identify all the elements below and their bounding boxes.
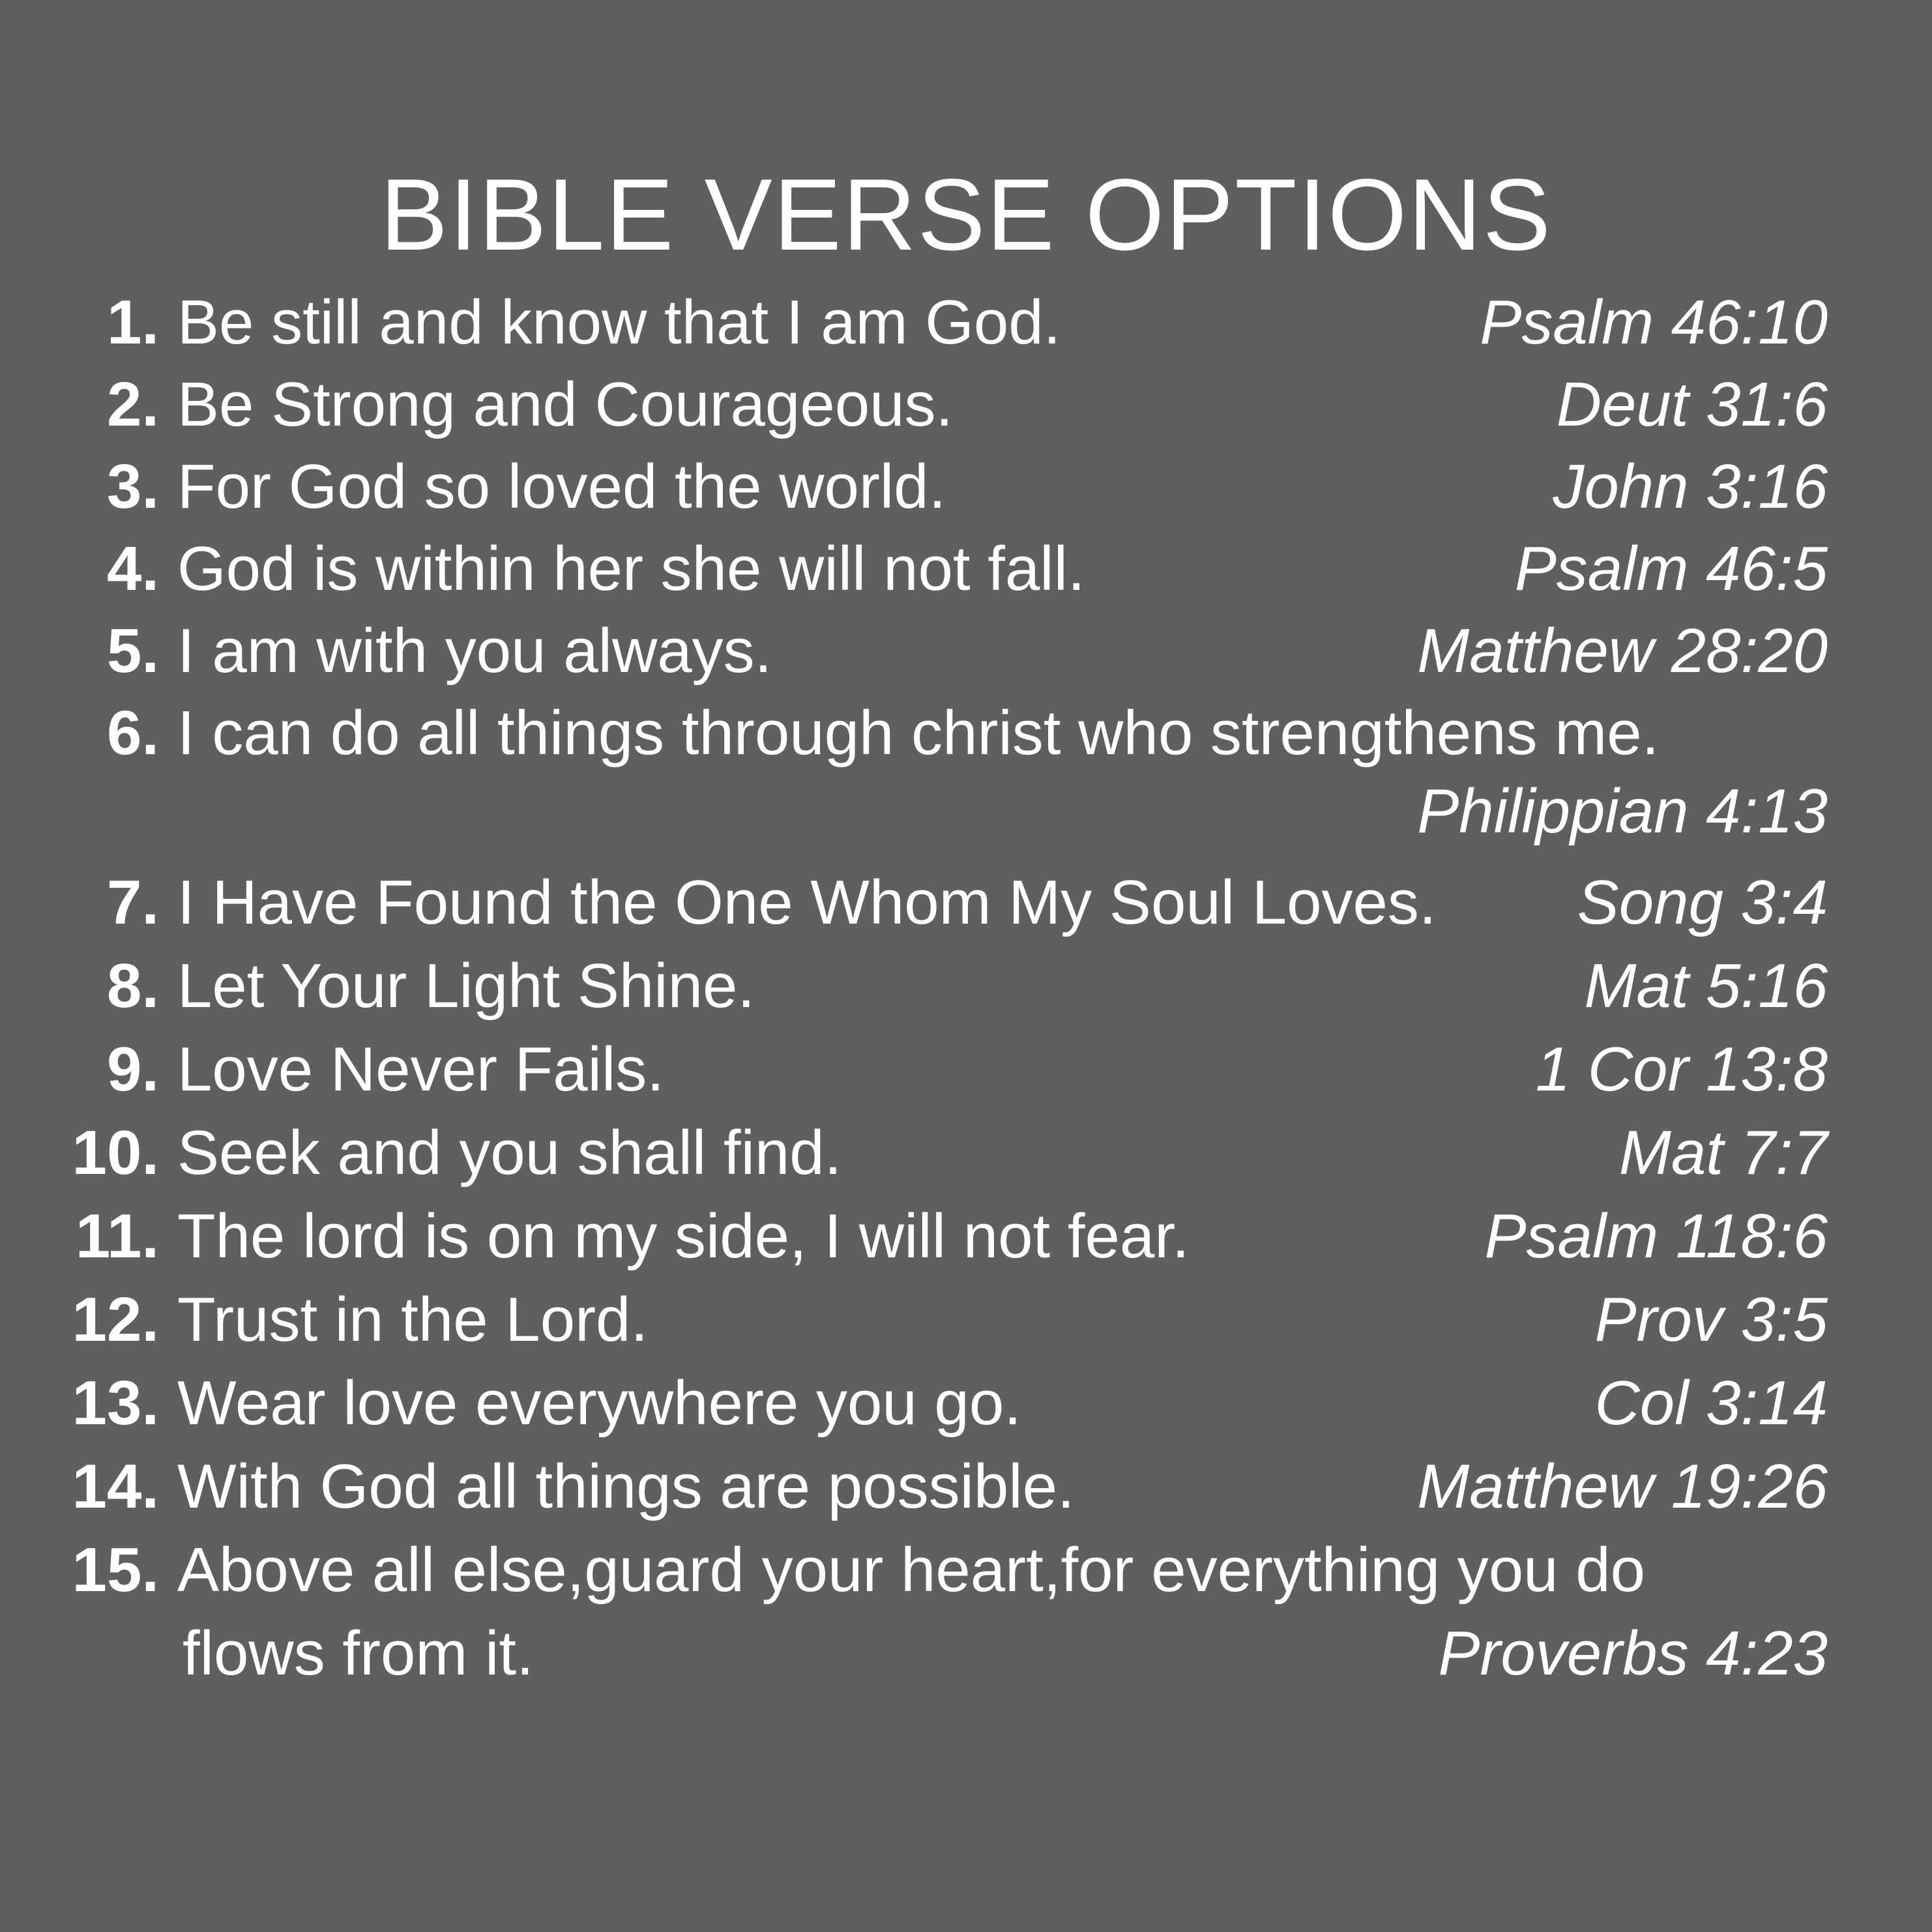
verse-reference: Mat 5:16 xyxy=(1584,951,1828,1021)
verse-text: For God so loved the world. xyxy=(177,452,946,521)
verse-reference: John 3:16 xyxy=(1553,452,1828,521)
verse-number: 3. xyxy=(106,452,159,521)
verse-reference: Philippian 4:13 xyxy=(1417,776,1828,846)
verse-reference: Song 3:4 xyxy=(1577,868,1828,937)
verse-reference: Matthew 19:26 xyxy=(1417,1452,1828,1521)
verse-number: 12. xyxy=(72,1285,159,1354)
verse-reference: Mat 7:7 xyxy=(1618,1118,1828,1188)
verse-text: I can do all things through christ who strengthens me. xyxy=(177,698,1660,768)
verse-number: 10. xyxy=(72,1118,159,1188)
verse-reference: Prov 3:5 xyxy=(1594,1285,1828,1354)
verse-reference: Col 3:14 xyxy=(1594,1368,1828,1438)
verse-text: Trust in the Lord. xyxy=(177,1285,649,1354)
verse-text: I Have Found the One Whom My Soul Loves. xyxy=(177,868,1437,937)
verse-text: With God all things are possible. xyxy=(177,1452,1075,1521)
verse-text: Above all else,guard your heart,for everything you do xyxy=(177,1535,1646,1605)
verse-number: 7. xyxy=(106,868,159,937)
verse-reference: Matthew 28:20 xyxy=(1417,616,1828,686)
verse-text: Let Your Light Shine. xyxy=(177,951,755,1021)
verse-number: 15. xyxy=(72,1535,159,1605)
verse-reference: Psalm 46:5 xyxy=(1514,534,1828,604)
verse-reference: Psalm 118:6 xyxy=(1484,1201,1828,1271)
verse-text: Wear love everywhere you go. xyxy=(177,1368,1021,1438)
verse-number: 1. xyxy=(106,287,159,357)
verse-number: 14. xyxy=(72,1452,159,1521)
verse-number: 11. xyxy=(75,1201,159,1271)
verse-text: Seek and you shall find. xyxy=(177,1118,842,1188)
verse-text: God is within her she will not fall. xyxy=(177,534,1085,604)
verse-number: 5. xyxy=(106,616,159,686)
verse-number: 4. xyxy=(106,534,159,604)
verse-text: I am with you always. xyxy=(177,616,772,686)
verse-text: The lord is on my side, I will not fear. xyxy=(177,1201,1190,1271)
verse-reference: 1 Cor 13:8 xyxy=(1535,1034,1828,1104)
verse-number: 8. xyxy=(106,951,159,1021)
verse-reference: Psalm 46:10 xyxy=(1480,287,1828,357)
verse-text-continuation: flows from it. xyxy=(183,1618,534,1688)
verse-number: 2. xyxy=(106,370,159,439)
page-title: BIBLE VERSE OPTIONS xyxy=(380,158,1552,272)
verse-text: Love Never Fails. xyxy=(177,1034,664,1104)
verse-number: 6. xyxy=(106,698,159,768)
verse-number: 9. xyxy=(106,1034,159,1104)
verse-reference: Deut 31:6 xyxy=(1556,370,1828,439)
verse-text: Be still and know that I am God. xyxy=(177,287,1061,357)
verse-text: Be Strong and Courageous. xyxy=(177,370,954,439)
verse-reference: Proverbs 4:23 xyxy=(1438,1618,1828,1688)
verse-number: 13. xyxy=(72,1368,159,1438)
